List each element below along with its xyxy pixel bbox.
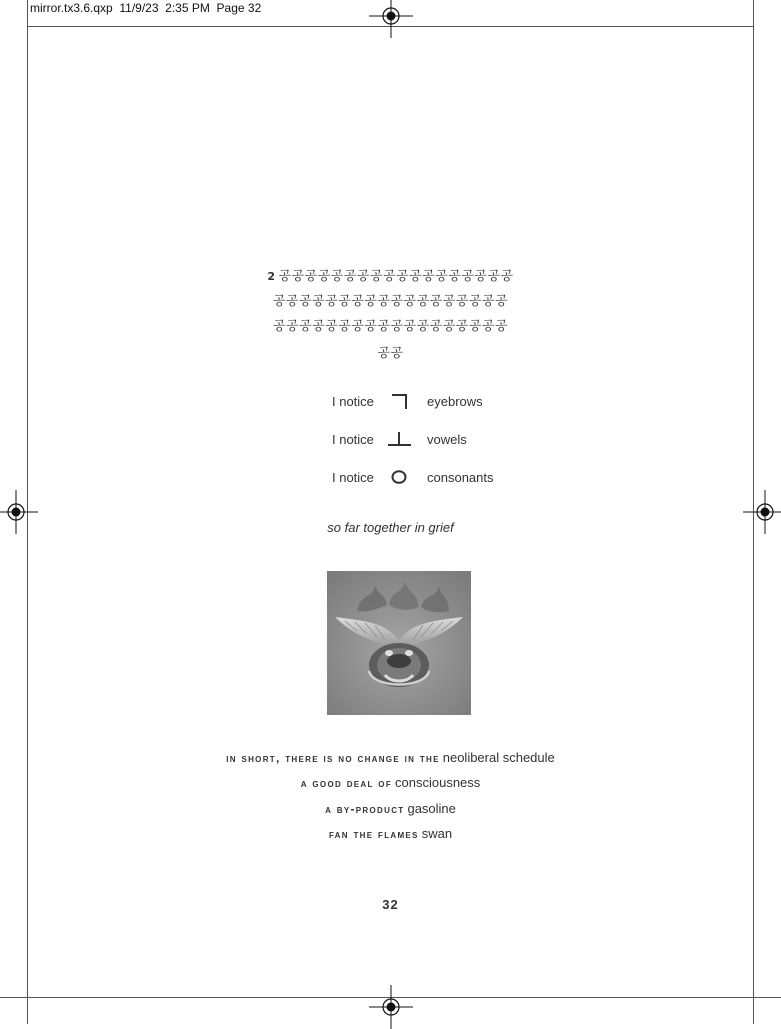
notice-row-vowels [0, 428, 781, 452]
notice-row-eyebrows [0, 390, 781, 414]
notice-prefix: I notice [332, 394, 374, 409]
hangul-line-4: 공공 [377, 346, 404, 361]
hangul-line-2: 공공공공공공공공공공공공공공공공공공 [272, 294, 509, 309]
registration-mark-top-icon [369, 0, 413, 38]
verse-rest: gasoline [407, 801, 456, 816]
verse-rest: swan [421, 826, 453, 841]
verse-line-4 [0, 826, 781, 841]
verse-line-3 [0, 801, 781, 816]
sculpture-image-icon [327, 571, 471, 715]
giyeok-jamo-icon [384, 390, 414, 414]
ieung-jamo-icon [384, 466, 414, 490]
hangul-text-1: 공공공공공공공공공공공공공공공공공공 [278, 269, 514, 284]
notice-row-consonants [0, 466, 781, 490]
hangul-line-3: 공공공공공공공공공공공공공공공공공공 [272, 319, 509, 334]
verse-caps: fan the flames [328, 827, 419, 841]
verse-line-1 [0, 750, 781, 765]
verse-caps: in short, there is no change in the [226, 751, 440, 765]
printer-slug-line: mirror.tx3.6.qxp 11/9/23 2:35 PM Page 32 [30, 1, 262, 15]
notice-prefix: I notice [332, 470, 374, 485]
verse-caps: a by-product [325, 802, 405, 816]
notice-prefix: I notice [332, 432, 374, 447]
o-vowel-jamo-icon [384, 428, 414, 452]
notice-word: vowels [427, 432, 467, 447]
italic-caption: so far together in grief [327, 520, 454, 535]
sculpture-photo [327, 571, 471, 715]
stanza-number: 2 [267, 270, 276, 283]
page-number: 32 [382, 897, 399, 912]
verse-rest: neoliberal schedule [442, 750, 555, 765]
hangul-line-1 [0, 265, 781, 284]
verse-line-2 [0, 775, 781, 790]
verse-rest: consciousness [395, 775, 481, 790]
notice-word: eyebrows [427, 394, 483, 409]
registration-mark-bottom-icon [369, 985, 413, 1029]
notice-word: consonants [427, 470, 494, 485]
verse-caps: a good deal of [300, 776, 393, 790]
